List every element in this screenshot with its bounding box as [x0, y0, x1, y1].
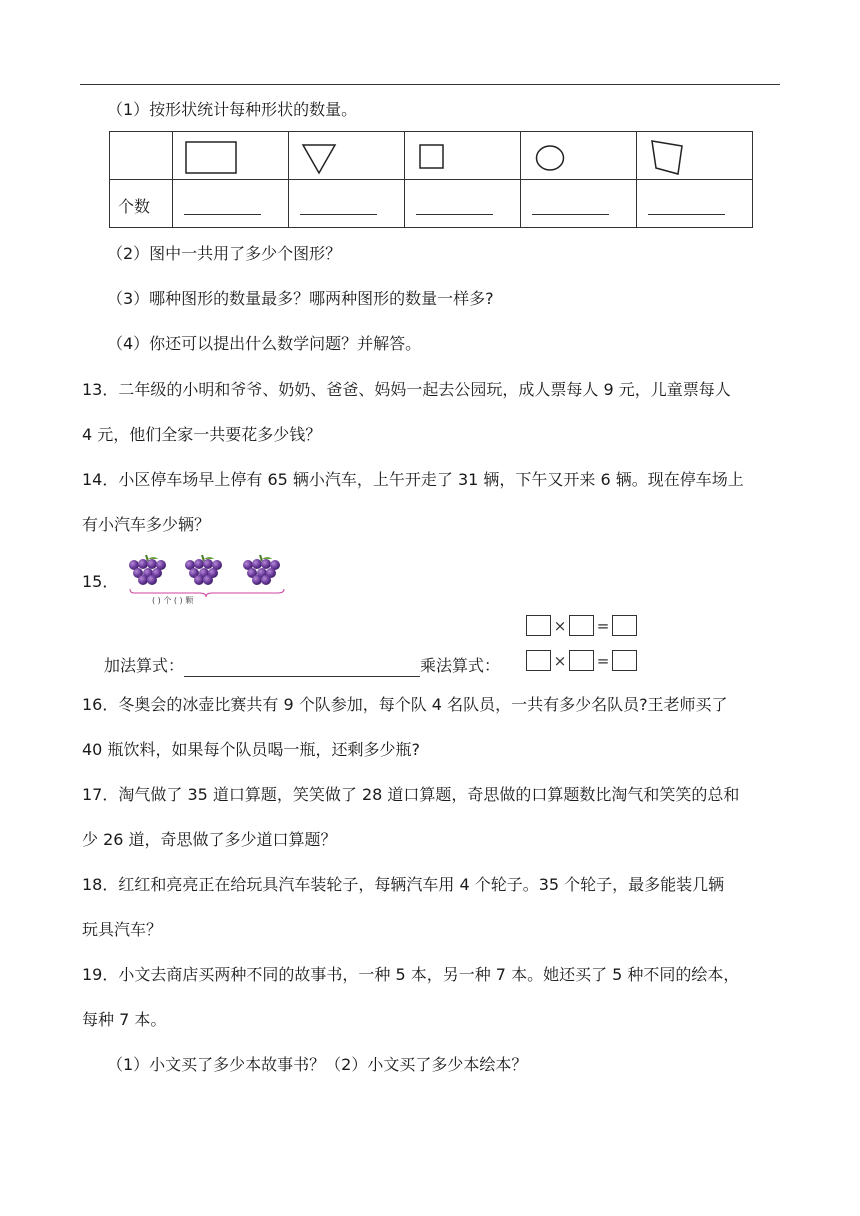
q16-line1: 16．冬奥会的冰壶比赛共有 9 个队参加，每个队 4 名队员，一共有多少名队员?王老师买了 — [82, 695, 728, 714]
answer-blank[interactable] — [532, 214, 609, 215]
times-sign: × — [553, 651, 567, 670]
q12-sub3: （3）哪种图形的数量最多？哪两种图形的数量一样多? — [107, 289, 494, 308]
inverted-triangle-icon — [301, 143, 337, 175]
shape-count-table — [109, 131, 753, 228]
grape-bunch-icon — [185, 555, 222, 585]
q12-sub2: （2）图中一共用了多少个图形？ — [107, 244, 342, 263]
multiplication-boxes-row-2 — [526, 650, 637, 671]
addition-label: 加法算式： — [104, 656, 185, 675]
q13-line1: 13．二年级的小明和爷爷、奶奶、爸爸、妈妈一起去公园玩，成人票每人 9 元，儿童票每人 — [82, 380, 731, 399]
grape-caption: ( ) 个 ( ) 颗 — [152, 596, 194, 605]
q13-line2: 4 元，他们全家一共要花多少钱？ — [82, 425, 322, 444]
addition-answer-line[interactable] — [184, 658, 420, 677]
header-rule — [80, 84, 780, 85]
answer-blank[interactable] — [184, 214, 261, 215]
q17-line2: 少 26 道，奇思做了多少道口算题？ — [82, 830, 337, 849]
answer-blank[interactable] — [300, 214, 377, 215]
q18-line1: 18．红红和亮亮正在给玩具汽车装轮子，每辆汽车用 4 个轮子。35 个轮子，最多能装几辆 — [82, 875, 725, 894]
answer-box[interactable] — [612, 650, 637, 671]
row-label-count: 个数 — [118, 197, 151, 216]
answer-cell[interactable] — [173, 180, 289, 228]
q15-add-line — [104, 655, 500, 677]
answer-cell[interactable] — [637, 180, 753, 228]
q19-line3: （1）小文买了多少本故事书？（2）小文买了多少本绘本？ — [107, 1055, 528, 1074]
grape-bunches-image — [124, 551, 294, 605]
multiplication-boxes-row-1 — [526, 615, 637, 636]
grape-bunch-icon — [129, 555, 166, 585]
answer-cell[interactable] — [405, 180, 521, 228]
q14-line1: 14．小区停车场早上停有 65 辆小汽车，上午开走了 31 辆，下午又开来 6 辆。现在停车场上 — [82, 470, 744, 489]
q16-line2: 40 瓶饮料，如果每个队员喝一瓶，还剩多少瓶? — [82, 740, 420, 759]
answer-cell[interactable] — [521, 180, 637, 228]
q17-line1: 17．淘气做了 35 道口算题，笑笑做了 28 道口算题，奇思做的口算题数比淘气和笑笑的总和 — [82, 785, 740, 804]
grape-bunch-icon — [243, 555, 280, 585]
equals-sign: = — [596, 651, 610, 670]
answer-box[interactable] — [569, 615, 594, 636]
q18-line2: 玩具汽车？ — [82, 920, 163, 939]
table-header-cell — [521, 132, 637, 180]
answer-cell[interactable] — [289, 180, 405, 228]
q15-number: 15． — [82, 572, 119, 591]
table-header-cell — [289, 132, 405, 180]
q19-line2: 每种 7 本。 — [82, 1010, 167, 1029]
table-row-label-cell — [110, 180, 173, 228]
table-header-cell — [173, 132, 289, 180]
multiplication-label: 乘法算式： — [420, 656, 501, 675]
square-icon — [419, 144, 445, 170]
circle-icon — [535, 144, 565, 172]
equals-sign: = — [596, 616, 610, 635]
rectangle-icon — [185, 141, 239, 175]
parallelogram-icon — [650, 138, 686, 176]
answer-blank[interactable] — [648, 214, 725, 215]
table-row — [110, 180, 753, 228]
q14-line2: 有小汽车多少辆？ — [82, 515, 211, 534]
answer-box[interactable] — [526, 615, 551, 636]
q19-line1: 19．小文去商店买两种不同的故事书，一种 5 本，另一种 7 本。她还买了 5 种不同的绘本， — [82, 965, 740, 984]
table-header-cell — [637, 132, 753, 180]
q12-sub4: （4）你还可以提出什么数学问题？并解答。 — [107, 334, 422, 353]
times-sign: × — [553, 616, 567, 635]
table-row — [110, 132, 753, 180]
answer-box[interactable] — [526, 650, 551, 671]
q12-sub1: （1）按形状统计每种形状的数量。 — [107, 100, 358, 119]
answer-blank[interactable] — [416, 214, 493, 215]
table-header-cell — [405, 132, 521, 180]
table-corner-cell — [110, 132, 173, 180]
answer-box[interactable] — [569, 650, 594, 671]
answer-box[interactable] — [612, 615, 637, 636]
